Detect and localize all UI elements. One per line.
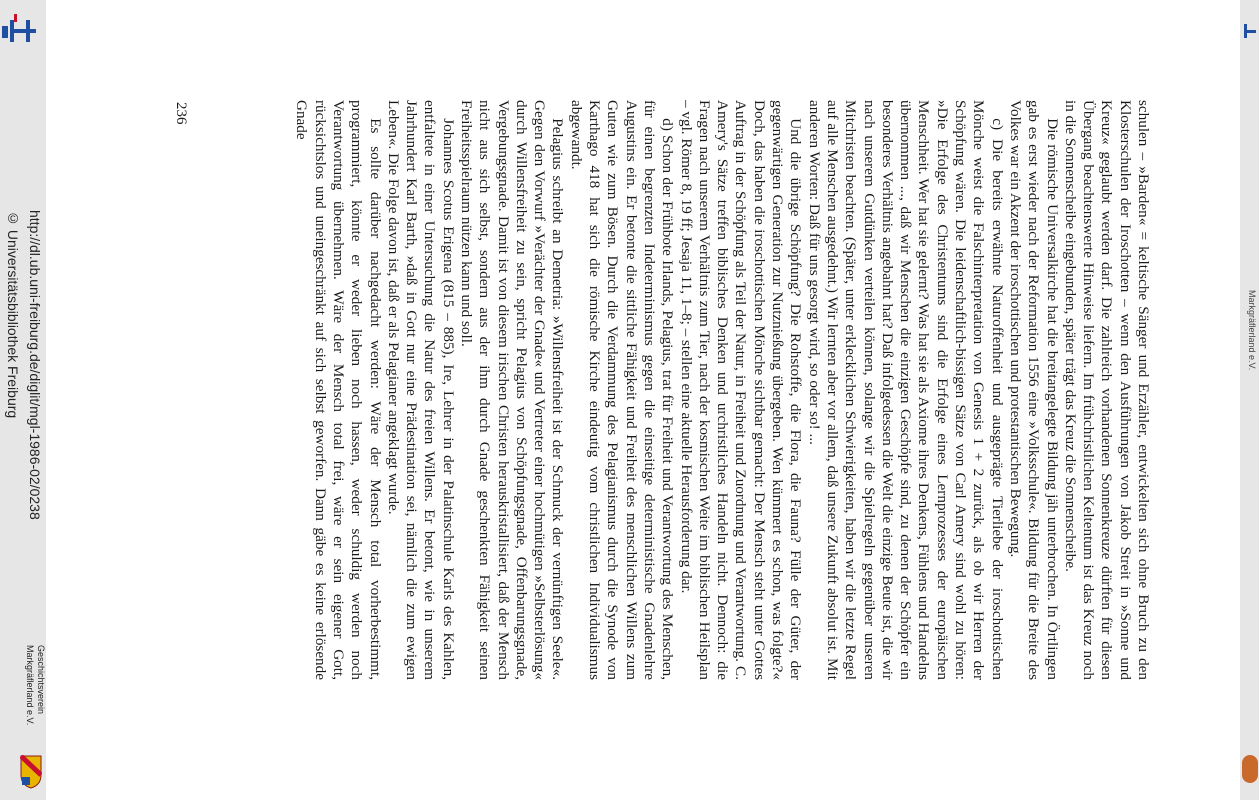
page-number: 236 bbox=[173, 102, 189, 125]
right-sidebar-strip bbox=[1240, 0, 1259, 800]
paragraph: Die römische Universalkirche hat die breitangelegte Bildung jäh unterbrochen. In Örtlingen gab es erst wieder nach der Reformation 1556 eine »Volksschule«. Bildung für die Breite des Volkes war ein Akzent der iroschottischen und protestantischen Bewegung. bbox=[1006, 100, 1061, 680]
source-url[interactable]: http://dl.ub.uni-freiburg.de/diglit/mgl-1986-02/0238 bbox=[27, 210, 43, 520]
paragraph: Pelagius schreibt an Demetria: »Willensfreiheit ist der Schmuck der vernünftigen Seele«. Gegen den Vorwurf »Verächter der Gnade« und Vertreter einer hochmütigen »Selbsterlösung« durch Willensfreiheit zu sein, spricht Pelagius von Schöpfungsgnade, Offenbarungsgnade, Vergebungsgnade. Damit ist von diesem irischen Christen herauskristallisiert, daß der Mensch nicht aus sich selbst, sondern aus der ihm durch Gnade geschenkten Fähigkeit seinen Freiheitsspielraum nützen kann und soll. bbox=[458, 100, 567, 680]
source-url-and-copyright bbox=[2, 210, 46, 610]
society-label-line-1: Geschichtsverein bbox=[36, 645, 46, 715]
book-page bbox=[172, 100, 1152, 700]
university-freiburg-logo-icon bbox=[1242, 22, 1256, 40]
markgraeflerland-crest-icon bbox=[20, 755, 42, 789]
paragraph: Und die übrige Schöpfung? Die Rohstoffe, die Flora, die Fauna? Fülle der Güter, der gegenwärtigen Generation zur Nutznießung übergeben. Wen kümmert es schon, was folgte?« Doch, das haben die iroschottischen Mönche sichtbar gemacht: Der Mensch steht unter Gottes Auftrag in der Schöpfung als Teil der Natur, in Freiheit und Zuordnung und Verantwortung. C. Amery's Sätze treffen biblisches Denken und urchristliches Handeln nicht. Dennoch: die Fragen nach unserem Verhältnis zum Tier, nach der kosmischen Weite im biblischen Heilsplan – vgl. Römer 8, 19 ff; Jesaja 11, 1–8; – stellen eine aktuelle Herausforderung dar. bbox=[677, 100, 805, 680]
society-label-line-2: Markgräflerland e.V. bbox=[25, 645, 35, 726]
university-freiburg-logo-icon bbox=[0, 12, 38, 50]
right-edge-label: Markgräflerland e.V. bbox=[1247, 290, 1257, 371]
seal-icon bbox=[1242, 755, 1258, 783]
society-label bbox=[2, 645, 46, 745]
paragraph: Es sollte darüber nachgedacht werden: Wäre der Mensch total vorherbestimmt, programmiert, könnte er weder lieben noch hassen, weder schuldig werden noch Verantwortung übernehmen. Wäre der Mensch total frei, wäre er sein eigener Gott, rücksichtslos und uneingeschränkt auf sich selbst geworfen. Dann gäbe es keine erlösende Gnade bbox=[293, 100, 384, 680]
paragraph: schulen – »Barden« = keltische Sänger und Erzähler, entwickelten sich ohne Bruch zu den Klosterschulen der Iroschotten – wenn den Ausführungen von Jakob Streit in »Sonne und Kreuz« geglaubt werden darf. Die zahlreich vorhandenen Sonnenkreuze dürften für diesen Übergang beachtenswerte Hinweise liefern. Im frühchristlichen Keltentum ist das Kreuz noch in die Sonnenscheibe eingebunden, später trägt das Kreuz die Sonnenscheibe. bbox=[1061, 100, 1152, 680]
paragraph: Johannes Scotus Erigena (815 – 885), Ire, Lehrer in der Palatinschule Karls des Kahlen, entfaltete in einer Untersuchung die Natur des freien Willens. Er betont, wie in unserem Jahrhundert Karl Barth, »daß in Gott nur eine Prädestination sei, nämlich die zum ewigen Leben«. Die Folge davon ist, daß er als Pelagianer angeklagt wurde. bbox=[384, 100, 457, 680]
paragraph: c) Die bereits erwähnte Naturoffenheit und ausgeprägte Tierliebe der iroschottischen Mönche weist die Falschinterpretation von Genesis 1 + 2 zurück, als ob wir Herren der Schöpfung wären. Die leidenschaftlich-bissigen Sätze von Carl Amery sind wohl zu hören: »Die Erfolge des Christentums sind die Erfolge eines Lernprozesses der europäischen Menschheit. Wer hat sie gelernt? Was hat sie als Axiome ihres Denkens, Fühlens und Handelns übernommen ..., daß wir Menschen die einzigen Geschöpfe sind, zu denen der Schöpfer ein besonderes Verhältnis angebahnt hat? Daß infolgedessen die Welt die einzige Beute ist, die wir nach unserem Gutdünken verteilen können, solange wir die Spielregeln gegenüber unseren Mitchristen beachten. (Später, unter erklecklichen Schwierigkeiten, haben wir die letzte Regel auf alle Menschen ausgedehnt.) Wir lernten aber vor allem, daß unsere Zukunft absolut ist. Mit anderen Worten: Daß für uns gesorgt wird, so oder so! ... bbox=[805, 100, 1006, 680]
page-body-text bbox=[197, 100, 1152, 680]
left-sidebar-strip bbox=[0, 0, 46, 800]
library-copyright: © Universitätsbibliothek Freiburg bbox=[5, 210, 21, 419]
paragraph: d) Schon der Frühbote Irlands, Pelagius, trat für Freiheit und Verantwortung des Menschen, für einen begrenzten Indeterminismus gegen die einseitige deterministische Gnadenlehre Augustins ein. Er betonte die sittliche Fähigkeit und Freiheit des menschlichen Willens zum Guten wie zum Bösen. Durch die Verdammung des Pelagianismus durch die Synode von Karthago 418 hat sich die römische Kirche eindeutig vom christlichen Individualismus abgewandt. bbox=[567, 100, 677, 680]
